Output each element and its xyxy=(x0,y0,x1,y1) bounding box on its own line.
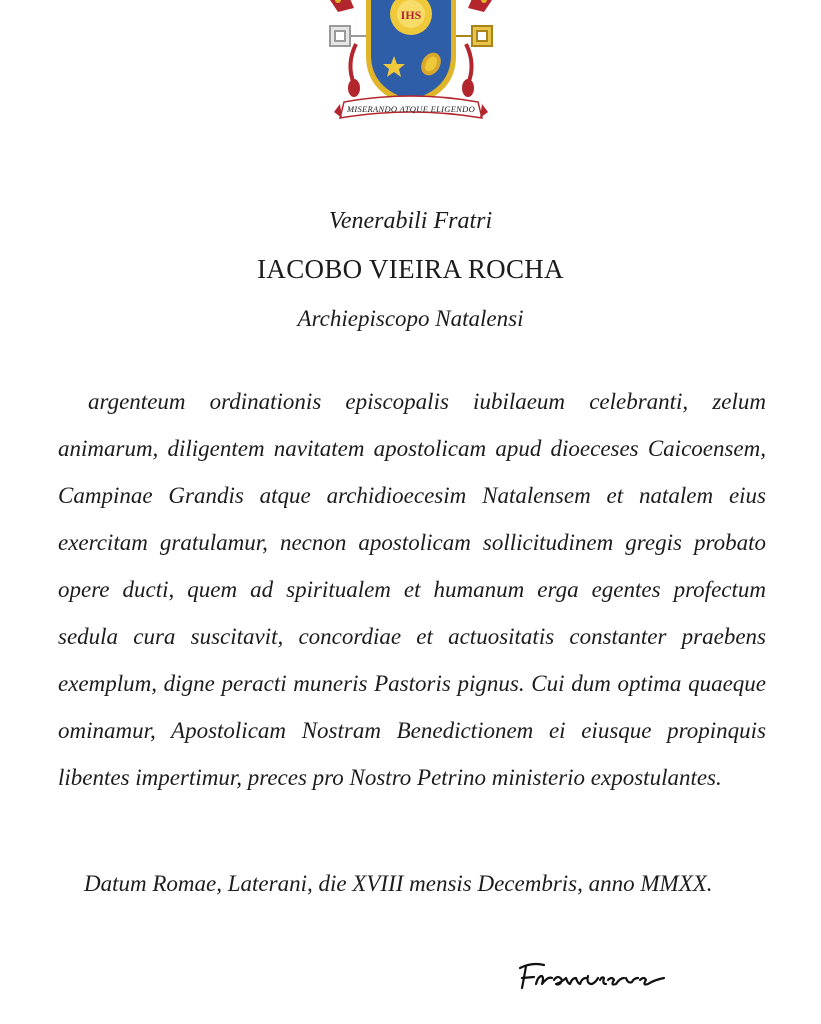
salutation-line-1: Venerabili Fratri xyxy=(328,208,493,234)
ihs-monogram: IHS xyxy=(400,8,422,22)
letter-body-text: argenteum ordinationis episcopalis iubilaeum celebranti, zelum animarum, diligentem navitatem apostolicam apud dioeceses Caicoensem, Campinae Grandis atque archidioecesim Natalensem et natalem eius exercitam gratulamur, necnon apostolicam sollicitudinem gregis probato opere ducti, quem ad spiritualem et humanum erga egentes profectum sedula cura suscitavit, concordiae et actuositatis constanter praebens exemplum, digne peracti muneris Pastoris pignus. Cui dum optima quaeque ominamur, Apostolicam Nostram Benedictionem ei eiusque propinquis libentes impertimur, preces pro Nostro Petrino ministerio expostulantes. xyxy=(58,389,766,790)
motto-text: MISERANDO ATQUE ELIGENDO xyxy=(346,104,476,114)
dateline-paragraph xyxy=(58,862,766,906)
recipient-name: IACOBO VIEIRA ROCHA xyxy=(257,254,564,284)
coat-of-arms-emblem xyxy=(316,0,506,132)
signature-franciscus xyxy=(514,956,684,1000)
letter-body-paragraph xyxy=(58,378,766,801)
recipient-title: Archiepiscopo Natalensi xyxy=(297,306,524,331)
dateline-text: Datum Romae, Laterani, die XVIII mensis Decembris, anno MMXX. xyxy=(84,871,713,896)
